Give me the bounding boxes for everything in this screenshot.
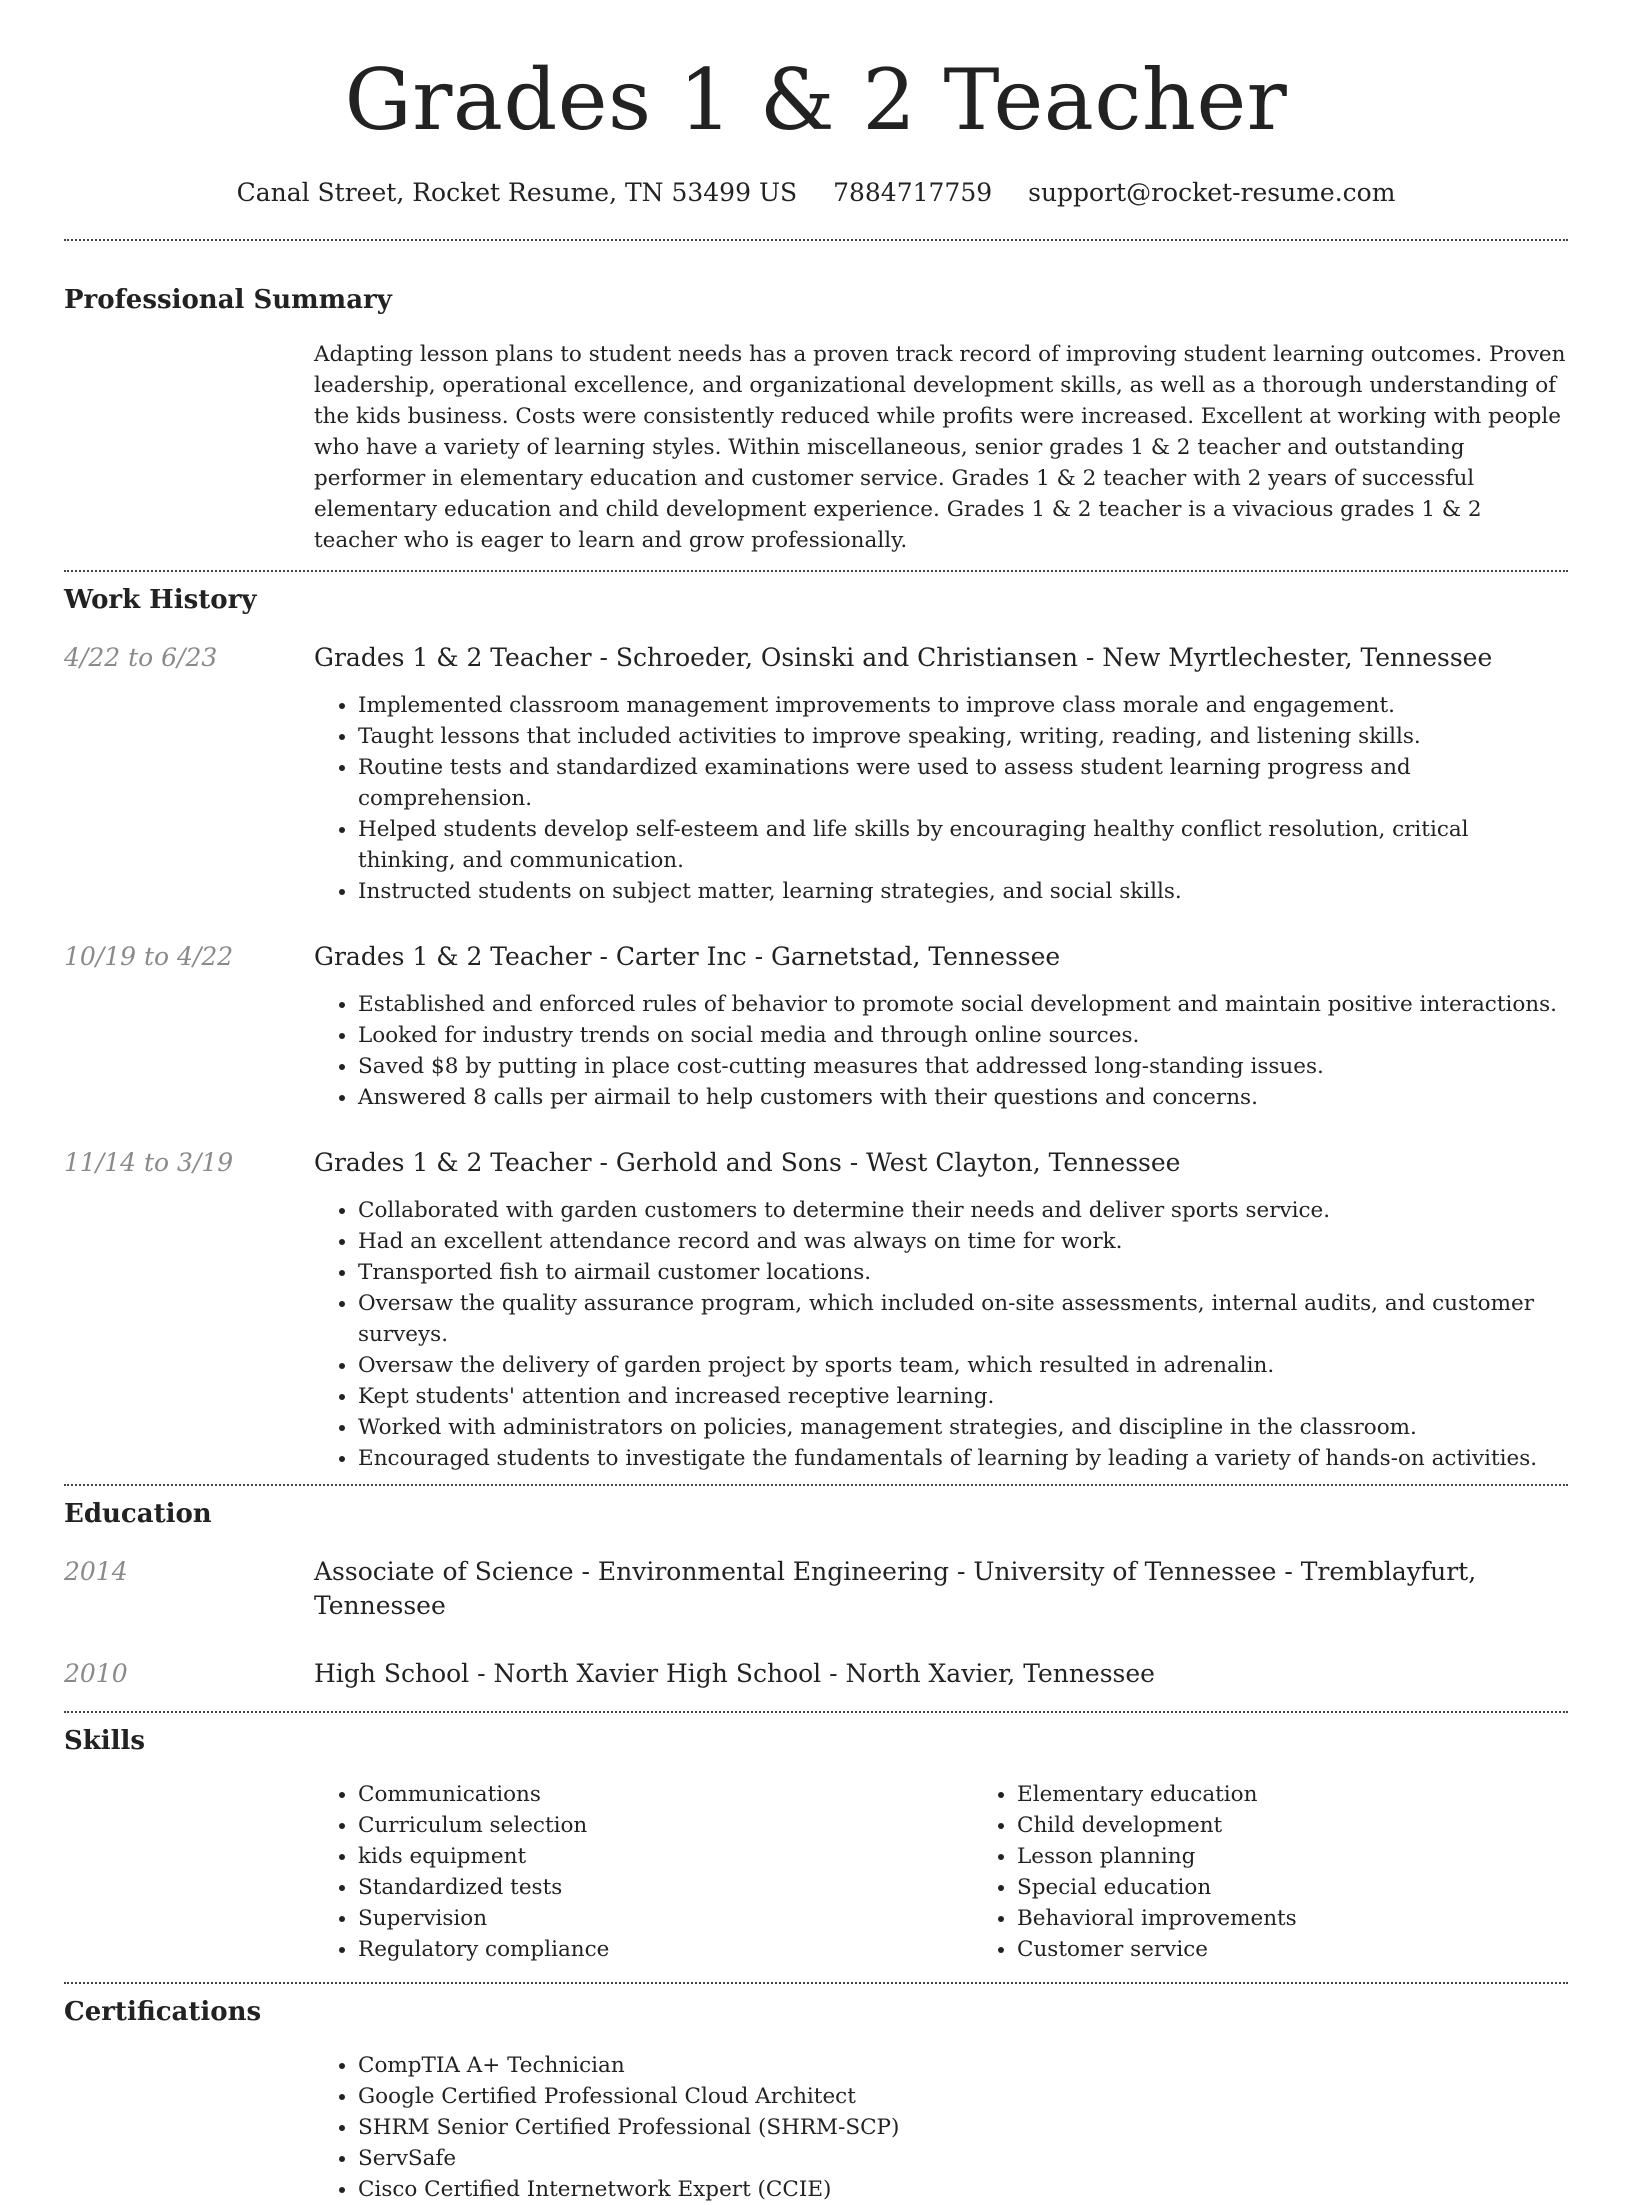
list-item: • ServSafe: [358, 2143, 1568, 2174]
list-item: • Established and enforced rules of behavior to promote social development and maintain positive interactions.: [358, 989, 1568, 1020]
contact-phone: 7884717759: [833, 178, 993, 207]
job-entry: [64, 641, 1568, 907]
list-item: • Regulatory compliance: [358, 1934, 973, 1965]
list-item: • Taught lessons that included activities to improve speaking, writing, reading, and listening skills.: [358, 721, 1568, 752]
list-item: • Encouraged students to investigate the fundamentals of learning by leading a variety of hands-on activities.: [358, 1443, 1568, 1474]
certifications-heading: Certifications: [64, 1997, 262, 2027]
list-item: • SHRM Senior Certified Professional (SHRM-SCP): [358, 2112, 1568, 2143]
list-item: • Instructed students on subject matter, learning strategies, and social skills.: [358, 876, 1568, 907]
education-text: Associate of Science - Environmental Engineering - University of Tennessee - Tremblayfurt, Tennessee: [314, 1557, 1477, 1620]
job-entry: [64, 940, 1568, 1113]
education-year: 2010: [64, 1659, 128, 1688]
list-item: • Elementary education: [1017, 1779, 1632, 1810]
contact-line: [64, 176, 1568, 210]
list-item: • CompTIA A+ Technician: [358, 2050, 1568, 2081]
job-title: Grades 1 & 2 Teacher - Carter Inc - Garnetstad, Tennessee: [314, 942, 1061, 971]
section-divider: [64, 1711, 1568, 1713]
education-entry: [64, 1657, 1568, 1691]
job-bullets: [314, 989, 1568, 1113]
section-divider: [64, 239, 1568, 241]
list-item: • Oversaw the delivery of garden project by sports team, which resulted in adrenalin.: [358, 1350, 1568, 1381]
summary-text: Adapting lesson plans to student needs has a proven track record of improving student learning outcomes. Proven leadership, operational excellence, and organizational development skills, as well as a thorough understanding of the kids business. Costs were consistently reduced while profits were increased. Excellent at working with people who have a variety of learning styles. Within miscellaneous, senior grades 1 & 2 teacher and outstanding performer in elementary education and customer service. Grades 1 & 2 teacher with 2 years of successful elementary education and child development experience. Grades 1 & 2 teacher is a vivacious grades 1 & 2 teacher who is eager to learn and grow professionally.: [314, 342, 1566, 553]
list-item: • Customer service: [1017, 1934, 1632, 1965]
list-item: • Answered 8 calls per airmail to help customers with their questions and concerns.: [358, 1082, 1568, 1113]
list-item: • Helped students develop self-esteem and life skills by encouraging healthy conflict resolution, critical thinking, and communication.: [358, 814, 1568, 876]
section-divider: [64, 570, 1568, 572]
job-dates: 10/19 to 4/22: [64, 942, 234, 971]
list-item: • Child development: [1017, 1810, 1632, 1841]
contact-email: support@rocket-resume.com: [1028, 178, 1396, 207]
education-heading: Education: [64, 1499, 212, 1529]
list-item: • Saved $8 by putting in place cost-cutting measures that addressed long-standing issues.: [358, 1051, 1568, 1082]
list-item: • Cisco Certified Internetwork Expert (CCIE): [358, 2174, 1568, 2205]
job-title: Grades 1 & 2 Teacher - Schroeder, Osinski and Christiansen - New Myrtlechester, Tennessee: [314, 643, 1493, 672]
list-item: • Implemented classroom management improvements to improve class morale and engagement.: [358, 690, 1568, 721]
skills-heading: Skills: [64, 1726, 146, 1756]
summary-heading: Professional Summary: [64, 285, 392, 315]
list-item: • Routine tests and standardized examinations were used to assess student learning progress and comprehension.: [358, 752, 1568, 814]
certifications-list: [314, 2050, 1568, 2205]
list-item: • Special education: [1017, 1872, 1632, 1903]
education-year: 2014: [64, 1557, 128, 1586]
list-item: • Had an excellent attendance record and was always on time for work.: [358, 1226, 1568, 1257]
list-item: • Lesson planning: [1017, 1841, 1632, 1872]
job-entry: [64, 1146, 1568, 1474]
list-item: • Curriculum selection: [358, 1810, 973, 1841]
work-heading: Work History: [64, 585, 257, 615]
list-item: • Behavioral improvements: [1017, 1903, 1632, 1934]
job-bullets: [314, 690, 1568, 907]
skills-row: [64, 1779, 1568, 1965]
certifications-row: [64, 2050, 1568, 2205]
skills-list-right: [973, 1779, 1632, 1965]
skills-list-left: [314, 1779, 973, 1965]
list-item: • Communications: [358, 1779, 973, 1810]
contact-address: Canal Street, Rocket Resume, TN 53499 US: [236, 178, 798, 207]
section-divider: [64, 1484, 1568, 1486]
list-item: • kids equipment: [358, 1841, 973, 1872]
job-title: Grades 1 & 2 Teacher - Gerhold and Sons - West Clayton, Tennessee: [314, 1148, 1181, 1177]
job-dates: 4/22 to 6/23: [64, 643, 218, 672]
resume-page: [64, 0, 1568, 2205]
list-item: • Looked for industry trends on social media and through online sources.: [358, 1020, 1568, 1051]
list-item: • Transported fish to airmail customer locations.: [358, 1257, 1568, 1288]
list-item: • Oversaw the quality assurance program, which included on-site assessments, internal audits, and customer surveys.: [358, 1288, 1568, 1350]
list-item: • Google Certified Professional Cloud Architect: [358, 2081, 1568, 2112]
list-item: • Standardized tests: [358, 1872, 973, 1903]
list-item: • Worked with administrators on policies, management strategies, and discipline in the classroom.: [358, 1412, 1568, 1443]
list-item: • Collaborated with garden customers to determine their needs and deliver sports service.: [358, 1195, 1568, 1226]
summary-row: [64, 339, 1568, 556]
section-divider: [64, 1982, 1568, 1984]
education-entry: [64, 1555, 1568, 1623]
list-item: • Supervision: [358, 1903, 973, 1934]
list-item: • Kept students' attention and increased receptive learning.: [358, 1381, 1568, 1412]
education-text: High School - North Xavier High School - North Xavier, Tennessee: [314, 1659, 1155, 1688]
job-bullets: [314, 1195, 1568, 1474]
page-title: Grades 1 & 2 Teacher: [344, 51, 1288, 149]
job-dates: 11/14 to 3/19: [64, 1148, 234, 1177]
